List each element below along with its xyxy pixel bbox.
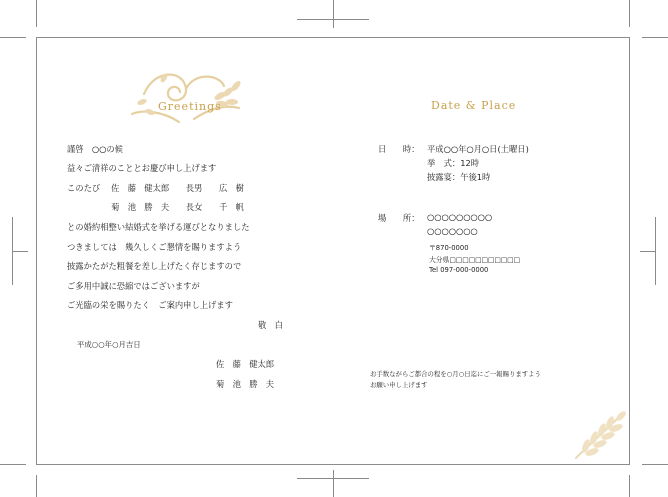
crop-mark: [36, 0, 37, 27]
postal-code: 〒870-0000: [429, 244, 469, 252]
crop-mark: [640, 251, 656, 252]
letter-line: このたび 佐 藤 健太郎 長男 広 樹: [67, 183, 244, 193]
letter-line: 披露かたがた粗餐を差し上げたく存じますので: [67, 261, 242, 271]
venue-name: ○○○○○○○○○: [427, 212, 493, 222]
date-value: 平成○○年○月○日(土曜日): [427, 144, 529, 154]
crop-mark: [333, 470, 334, 497]
signature: 菊 池 勝 夫: [216, 379, 275, 389]
letter-line: 菊 池 勝 夫 長女 千 帆: [67, 202, 244, 212]
crop-mark: [629, 0, 630, 27]
address: 大分県□□□□□□□□□□□: [429, 256, 521, 264]
telephone: Tel 097-000-0000: [429, 266, 489, 274]
letter-line: 謹啓 ○○の候: [67, 144, 123, 154]
letter-line: ご光臨の栄を賜りたく ご案内申し上げます: [67, 300, 233, 310]
letter-line: つきましては 幾久しくご懇情を賜りますよう: [67, 242, 242, 252]
crop-mark: [655, 217, 656, 285]
rsvp-note: お手数ながらご都合の程を○月○日迄にご一報賜りますよう: [370, 370, 541, 378]
crop-mark: [0, 464, 26, 465]
crop-mark: [12, 217, 13, 285]
date-label: 日 時：: [378, 144, 420, 154]
date-place-heading: Date & Place: [431, 99, 517, 112]
reception-time: 披露宴：午後1時: [427, 172, 491, 182]
greetings-heading: Greetings: [158, 100, 222, 113]
crop-mark: [642, 37, 668, 38]
crop-mark: [629, 475, 630, 497]
leaf-ornament-icon: [568, 408, 630, 464]
letter-line: 益々ご清祥のこととお慶び申し上げます: [67, 163, 217, 173]
crop-mark: [36, 475, 37, 497]
crop-mark: [333, 0, 334, 28]
letter-line: ご多用中誠に恐縮ではございますが: [67, 281, 200, 291]
venue-name-2: ○○○○○○○: [427, 226, 478, 236]
crop-mark: [12, 251, 28, 252]
ceremony-time: 挙 式：12時: [427, 158, 480, 168]
rsvp-note: お願い申し上げます: [370, 381, 428, 389]
flourish-ornament-icon: [124, 64, 254, 134]
place-label: 場 所：: [378, 213, 420, 223]
crop-mark: [642, 464, 668, 465]
closing: 敬 白: [258, 320, 283, 330]
letter-date: 平成○○年○月吉日: [77, 340, 141, 349]
crop-mark: [0, 37, 26, 38]
signature: 佐 藤 健太郎: [216, 359, 275, 369]
letter-line: との婚約相整い結婚式を挙げる運びとなりました: [67, 222, 250, 232]
